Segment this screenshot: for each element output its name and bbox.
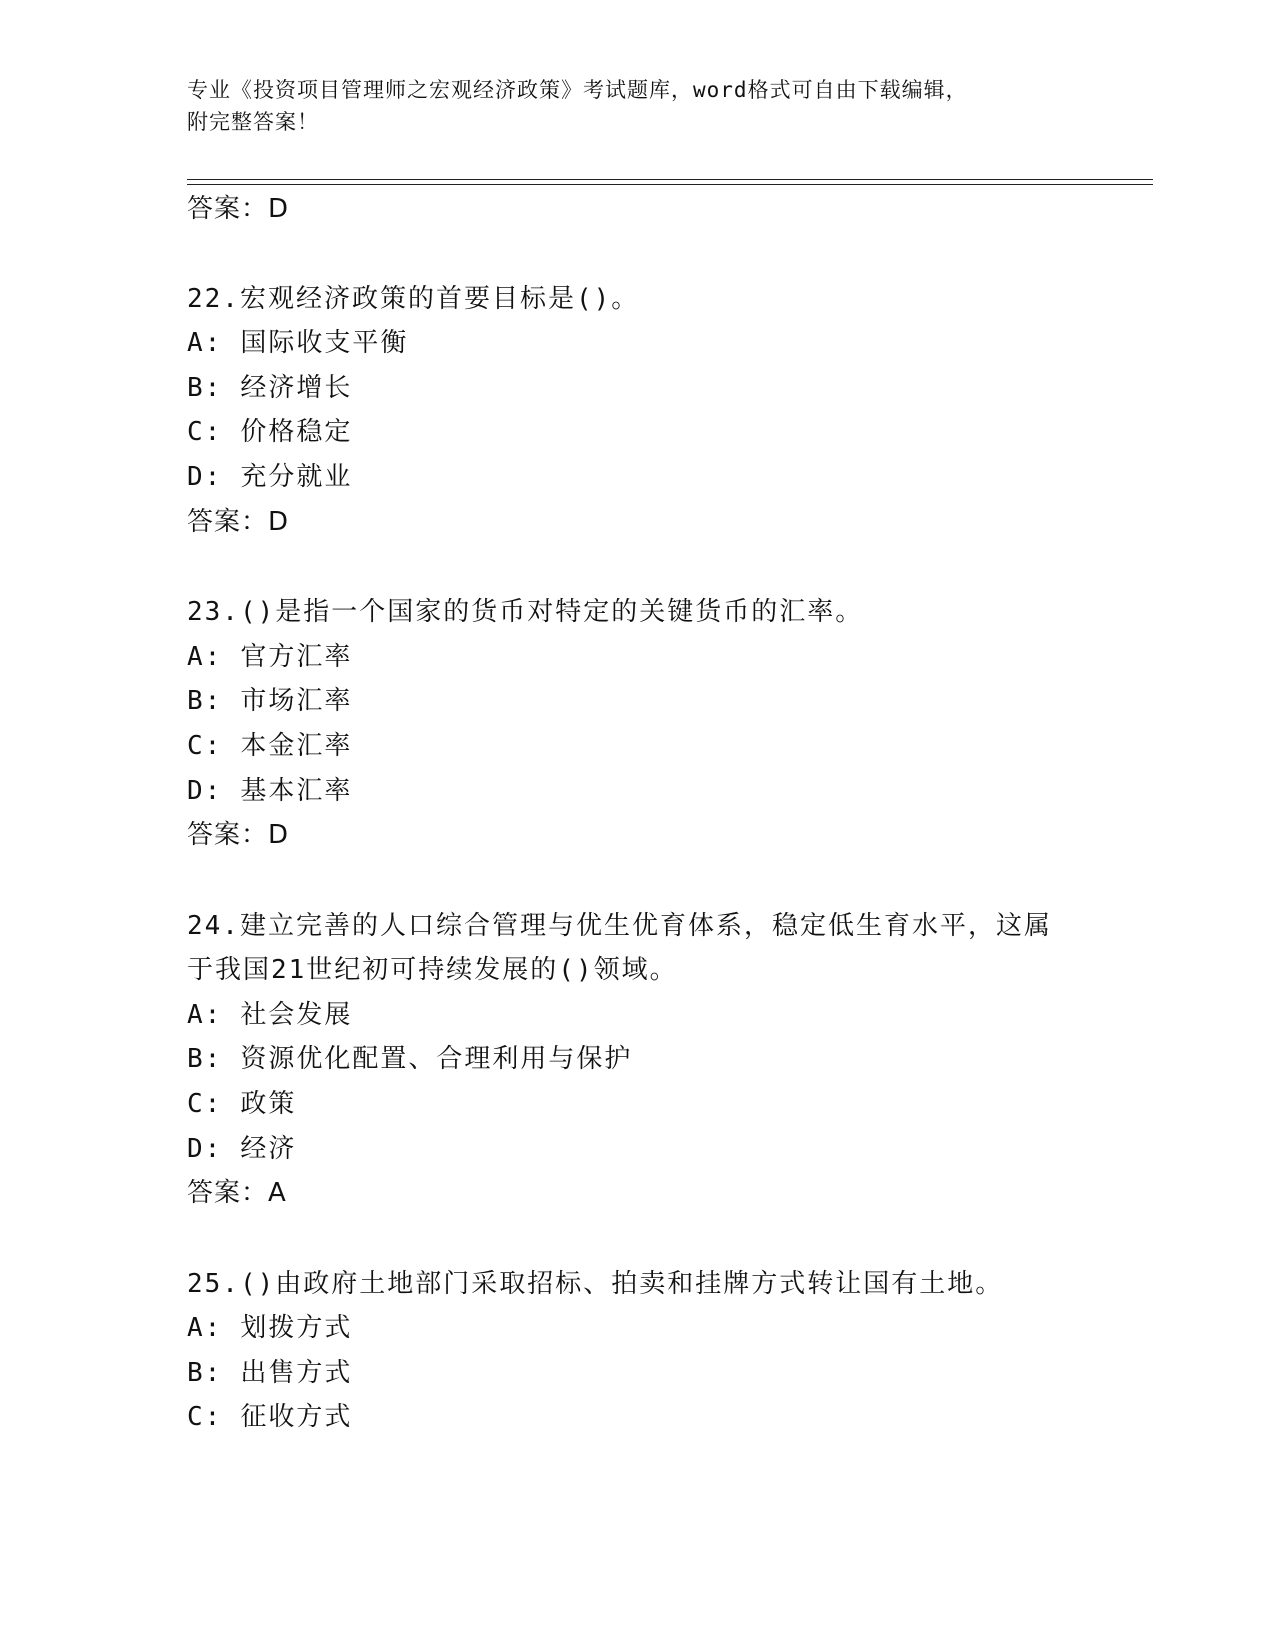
- option-letter: C:: [187, 731, 223, 761]
- option-letter: D:: [187, 1134, 223, 1164]
- question-stem: 23.()是指一个国家的货币对特定的关键货币的汇率。: [187, 597, 864, 627]
- option-letter: B:: [187, 1358, 223, 1388]
- question-stem: 25.()由政府土地部门采取招标、拍卖和挂牌方式转让国有土地。: [187, 1269, 1004, 1299]
- option-letter: A:: [187, 1000, 223, 1030]
- option-text: 基本汇率: [240, 776, 353, 806]
- option-a: [187, 1311, 352, 1345]
- option-d: [187, 1132, 296, 1166]
- option-letter: B:: [187, 373, 223, 403]
- option-letter: D:: [187, 776, 223, 806]
- previous-answer: 答案：D: [187, 194, 290, 224]
- option-text: 征收方式: [240, 1402, 353, 1432]
- header-line-1: 专业《投资项目管理师之宏观经济政策》考试题库，word格式可自由下载编辑，: [187, 78, 968, 102]
- option-c: [187, 1400, 352, 1434]
- option-letter: B:: [187, 686, 223, 716]
- answer-line: 答案：D: [187, 820, 290, 850]
- option-text: 出售方式: [240, 1358, 353, 1388]
- option-letter: A:: [187, 328, 223, 358]
- option-text: 经济: [240, 1134, 297, 1164]
- option-b: [187, 1356, 352, 1390]
- answer-line: 答案：A: [187, 1178, 287, 1208]
- option-letter: C:: [187, 417, 223, 447]
- option-text: 政策: [240, 1089, 297, 1119]
- option-a: [187, 998, 352, 1032]
- header-divider-top: [187, 179, 1153, 180]
- header-divider-bottom: [187, 184, 1153, 185]
- option-d: [187, 460, 352, 494]
- option-letter: C:: [187, 1402, 223, 1432]
- option-letter: A:: [187, 642, 223, 672]
- answer-line: 答案：D: [187, 507, 290, 537]
- question-stem: 22.宏观经济政策的首要目标是()。: [187, 284, 640, 314]
- option-b: [187, 684, 352, 718]
- option-a: [187, 640, 352, 674]
- question-stem-line-2: 于我国21世纪初可持续发展的()领域。: [187, 955, 678, 985]
- document-header: [187, 74, 1087, 138]
- option-text: 经济增长: [240, 373, 353, 403]
- option-c: [187, 1087, 296, 1121]
- option-text: 官方汇率: [240, 642, 353, 672]
- header-line-2: 附完整答案！: [187, 110, 319, 134]
- option-text: 价格稳定: [240, 417, 353, 447]
- option-text: 充分就业: [240, 462, 353, 492]
- option-b: [187, 371, 352, 405]
- question-stem-line-1: 24.建立完善的人口综合管理与优生优育体系，稳定低生育水平，这属: [187, 911, 1052, 941]
- option-c: [187, 729, 352, 763]
- option-text: 资源优化配置、合理利用与保护: [240, 1044, 633, 1074]
- option-letter: C:: [187, 1089, 223, 1119]
- option-text: 社会发展: [240, 1000, 353, 1030]
- option-a: [187, 326, 408, 360]
- option-b: [187, 1042, 632, 1076]
- option-letter: B:: [187, 1044, 223, 1074]
- option-text: 市场汇率: [240, 686, 353, 716]
- option-text: 国际收支平衡: [240, 328, 409, 358]
- option-letter: A:: [187, 1313, 223, 1343]
- option-d: [187, 774, 352, 808]
- option-letter: D:: [187, 462, 223, 492]
- option-c: [187, 415, 352, 449]
- option-text: 划拨方式: [240, 1313, 353, 1343]
- option-text: 本金汇率: [240, 731, 353, 761]
